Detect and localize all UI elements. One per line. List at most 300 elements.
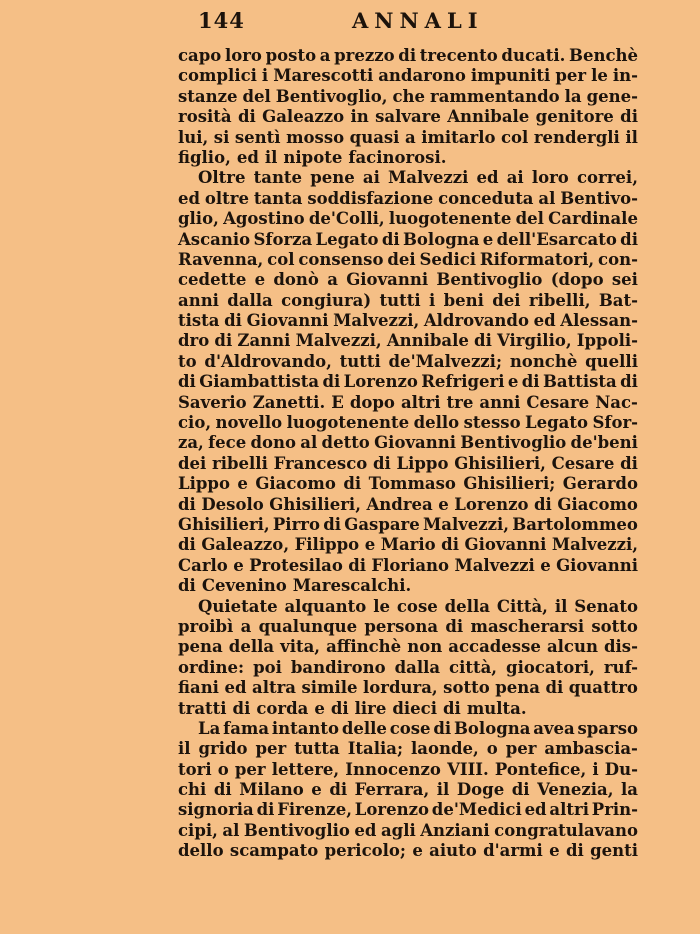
text-line bbox=[178, 719, 638, 739]
word: nonchè bbox=[509, 351, 578, 371]
word: Cevenino bbox=[201, 576, 287, 596]
word: ed bbox=[533, 311, 556, 331]
word: dei bbox=[492, 290, 521, 310]
word: beni bbox=[443, 290, 484, 310]
word: di bbox=[237, 107, 256, 127]
word: Malvezzi bbox=[454, 555, 535, 575]
word: dopo bbox=[349, 392, 395, 412]
word: aiuto bbox=[429, 841, 477, 861]
text-line bbox=[178, 780, 638, 800]
word: Bentivoglio bbox=[436, 270, 543, 290]
word: stesso bbox=[463, 413, 521, 433]
word: rendergli bbox=[533, 127, 620, 147]
word: Pontefice, bbox=[494, 759, 587, 779]
text-line bbox=[178, 617, 638, 637]
word: Giovanni bbox=[246, 311, 329, 331]
word: di bbox=[445, 616, 464, 636]
word: in- bbox=[612, 66, 638, 86]
word: lettere, bbox=[271, 759, 340, 779]
word: cose bbox=[389, 718, 431, 738]
word: luogotenente bbox=[286, 413, 410, 433]
word: al bbox=[300, 433, 318, 453]
word: Filippo bbox=[294, 535, 360, 555]
text-line bbox=[178, 495, 638, 515]
word: della bbox=[228, 637, 275, 657]
word: figlio, bbox=[178, 147, 231, 167]
word: Giambattista bbox=[199, 372, 320, 392]
word: loro bbox=[224, 46, 262, 65]
text-line bbox=[178, 474, 638, 494]
word: Legato bbox=[525, 413, 588, 433]
word: Giovanni bbox=[346, 270, 429, 290]
word: E bbox=[331, 392, 344, 412]
word: e bbox=[482, 229, 494, 249]
text-line bbox=[178, 189, 638, 209]
word: del bbox=[515, 209, 544, 229]
word: e bbox=[507, 372, 519, 392]
word: di bbox=[178, 494, 196, 514]
word: Ghisilieri; bbox=[463, 474, 556, 494]
word: i bbox=[261, 66, 269, 86]
word: e bbox=[540, 555, 551, 575]
text-line bbox=[178, 454, 638, 474]
word: Bologna bbox=[453, 718, 531, 738]
word: delle bbox=[341, 718, 387, 738]
word: Anziani bbox=[420, 820, 490, 840]
word: Bentivo- bbox=[560, 188, 638, 208]
word: altri bbox=[549, 800, 589, 820]
word: anni bbox=[479, 392, 521, 412]
word: andarono bbox=[378, 66, 466, 86]
word: Giacomo bbox=[557, 494, 638, 514]
word: col bbox=[267, 249, 295, 269]
word: quelli bbox=[585, 351, 638, 371]
word: to bbox=[178, 351, 197, 371]
word: Marescalchi. bbox=[292, 576, 412, 596]
word: alcun bbox=[546, 637, 598, 657]
word: Benchè bbox=[569, 46, 638, 65]
word: congiura) bbox=[281, 290, 372, 310]
word: rosità bbox=[178, 107, 232, 127]
word: Refrigeri bbox=[421, 372, 505, 392]
word: al bbox=[222, 820, 240, 840]
word: cio, bbox=[178, 413, 212, 433]
word: novello bbox=[215, 413, 283, 433]
word: cose bbox=[396, 596, 438, 616]
word: Quietate bbox=[198, 596, 278, 616]
word: correi, bbox=[576, 168, 638, 188]
word: agli bbox=[380, 820, 416, 840]
word: Prin- bbox=[591, 800, 638, 820]
word: di bbox=[343, 474, 362, 494]
word: di bbox=[565, 841, 584, 861]
text-line bbox=[178, 372, 638, 392]
word: ribelli, bbox=[528, 290, 591, 310]
word: di bbox=[178, 535, 196, 555]
word: e bbox=[549, 841, 560, 861]
text-line bbox=[178, 311, 638, 331]
word: dalla bbox=[227, 290, 273, 310]
word: e bbox=[364, 535, 376, 555]
word: Ghisilieri, bbox=[178, 514, 270, 534]
text-line bbox=[178, 250, 638, 270]
word: ed bbox=[236, 147, 259, 167]
word: tista bbox=[178, 311, 220, 331]
word: per bbox=[234, 759, 266, 779]
word: accadesse bbox=[448, 637, 541, 657]
word: la bbox=[564, 86, 582, 106]
word: capo bbox=[178, 46, 222, 65]
word: Ghisilieri, bbox=[454, 453, 546, 473]
word: nipote bbox=[283, 147, 343, 167]
text-line bbox=[178, 739, 638, 759]
word: Sedici bbox=[419, 249, 477, 269]
word: Du- bbox=[604, 759, 638, 779]
word: quasi bbox=[349, 127, 400, 147]
word: Virgilio, bbox=[497, 331, 572, 351]
word: gene- bbox=[586, 86, 638, 106]
word: Cesare bbox=[551, 453, 615, 473]
word: per bbox=[505, 739, 537, 759]
word: Saverio bbox=[178, 392, 247, 412]
word: Firenze, bbox=[277, 800, 352, 820]
word: prezzo bbox=[334, 46, 395, 65]
word: giocatori, bbox=[506, 657, 595, 677]
word: e bbox=[237, 474, 248, 494]
word: ed bbox=[178, 188, 201, 208]
word: di bbox=[232, 698, 251, 718]
word: imitarlo bbox=[421, 127, 496, 147]
word: sotto bbox=[591, 616, 638, 636]
word: Pirro bbox=[272, 514, 320, 534]
text-line bbox=[178, 637, 638, 657]
word: ai bbox=[506, 168, 524, 188]
word: a bbox=[319, 46, 331, 65]
word: quattro bbox=[568, 678, 638, 698]
word: di bbox=[441, 535, 459, 555]
word: qualunque bbox=[258, 616, 358, 636]
word: ambascia- bbox=[544, 739, 638, 759]
text-line bbox=[178, 556, 638, 576]
word: fece bbox=[208, 433, 247, 453]
word: bandirono bbox=[290, 657, 386, 677]
word: impuniti bbox=[470, 66, 551, 86]
word: lire bbox=[354, 698, 387, 718]
word: tre bbox=[446, 392, 474, 412]
word: fiani bbox=[178, 678, 219, 698]
word: di bbox=[178, 372, 196, 392]
word: ed bbox=[354, 820, 377, 840]
word: di bbox=[329, 780, 348, 800]
word: a bbox=[240, 616, 252, 636]
word: tratti bbox=[178, 698, 227, 718]
word: di bbox=[256, 800, 275, 820]
word: Zanetti. bbox=[252, 392, 326, 412]
word: Lippo bbox=[178, 474, 230, 494]
word: Lorenzo bbox=[343, 372, 418, 392]
word: alquanto bbox=[284, 596, 367, 616]
word: della bbox=[444, 596, 490, 616]
text-line bbox=[178, 291, 638, 311]
word: Annibale bbox=[386, 331, 469, 351]
word: Lippo bbox=[396, 453, 449, 473]
word: Protesilao bbox=[249, 555, 343, 575]
text-line bbox=[178, 841, 638, 861]
word: altra bbox=[252, 678, 296, 698]
word: città, bbox=[449, 657, 498, 677]
word: cedette bbox=[178, 270, 247, 290]
word: Francesco bbox=[273, 453, 368, 473]
text-line bbox=[178, 393, 638, 413]
word: Annibale bbox=[447, 107, 530, 127]
word: Bat- bbox=[598, 290, 638, 310]
word: il bbox=[625, 127, 638, 147]
word: Riformatori, bbox=[479, 249, 595, 269]
word: ducati. bbox=[501, 46, 566, 65]
word: di bbox=[534, 494, 552, 514]
word: simile bbox=[301, 678, 358, 698]
word: tutti bbox=[379, 290, 421, 310]
word: Floriano bbox=[371, 555, 450, 575]
word: Ferrara, bbox=[354, 780, 430, 800]
word: vita, bbox=[280, 637, 321, 657]
word: il bbox=[264, 147, 278, 167]
word: Alessan- bbox=[560, 311, 638, 331]
word: Nac- bbox=[595, 392, 638, 412]
word: al bbox=[538, 188, 556, 208]
word: pena bbox=[495, 678, 540, 698]
word: a bbox=[404, 127, 416, 147]
word: luogotenente bbox=[388, 209, 512, 229]
word: col bbox=[500, 127, 529, 147]
word: laonde, bbox=[411, 739, 479, 759]
word: i bbox=[592, 759, 599, 779]
word: Sfor- bbox=[592, 413, 638, 433]
word: dello bbox=[413, 413, 460, 433]
word: facinorosi. bbox=[348, 147, 447, 167]
word: tanta bbox=[253, 188, 303, 208]
word: Lorenzo bbox=[454, 494, 529, 514]
word: di bbox=[443, 698, 461, 718]
word: conceduta bbox=[438, 188, 534, 208]
text-line bbox=[178, 107, 638, 127]
word: Italia; bbox=[347, 739, 404, 759]
word: affinchè bbox=[326, 637, 402, 657]
word: dro bbox=[178, 331, 210, 351]
word: Ippoli- bbox=[576, 331, 638, 351]
word: o bbox=[486, 739, 498, 759]
word: dieci bbox=[392, 698, 437, 718]
word: i bbox=[428, 290, 436, 310]
word: sei bbox=[611, 270, 638, 290]
word: di bbox=[323, 514, 342, 534]
word: in bbox=[350, 107, 369, 127]
text-line bbox=[178, 331, 638, 351]
word: Oltre bbox=[198, 168, 246, 188]
word: proibì bbox=[178, 616, 234, 636]
word: e bbox=[254, 270, 266, 290]
word: di bbox=[224, 311, 242, 331]
word: ed bbox=[476, 168, 499, 188]
text-line bbox=[178, 352, 638, 372]
word: Lorenzo bbox=[354, 800, 429, 820]
word: di bbox=[178, 576, 196, 596]
text-line bbox=[178, 270, 638, 290]
word: sotto bbox=[443, 678, 490, 698]
word: (dopo bbox=[550, 270, 604, 290]
text-line bbox=[178, 230, 638, 250]
text-line bbox=[178, 576, 638, 596]
word: Cesare bbox=[526, 392, 590, 412]
word: Giovanni bbox=[556, 555, 638, 575]
word: di bbox=[474, 331, 492, 351]
word: le bbox=[373, 596, 390, 616]
word: loro bbox=[531, 168, 569, 188]
word: Ascanio bbox=[178, 229, 251, 249]
word: di bbox=[213, 780, 232, 800]
word: de'Malvezzi; bbox=[388, 351, 503, 371]
word: e bbox=[412, 841, 423, 861]
text-line bbox=[178, 699, 638, 719]
word: il bbox=[554, 596, 568, 616]
word: avea bbox=[533, 718, 575, 738]
text-line bbox=[178, 760, 638, 780]
word: Agostino bbox=[223, 209, 305, 229]
word: pena bbox=[178, 637, 223, 657]
word: intanto bbox=[271, 718, 340, 738]
word: Gaspare bbox=[344, 514, 420, 534]
word: dei bbox=[178, 453, 207, 473]
word: grido bbox=[198, 739, 248, 759]
word: mosso bbox=[286, 127, 345, 147]
word: di bbox=[322, 372, 341, 392]
word: dell'Esarcato bbox=[496, 229, 617, 249]
word: Desolo bbox=[201, 494, 264, 514]
word: de'Colli, bbox=[308, 209, 385, 229]
word: d'armi bbox=[483, 841, 543, 861]
word: Malvezzi, bbox=[551, 535, 638, 555]
word: Malvezzi bbox=[388, 168, 469, 188]
word: chi bbox=[178, 780, 207, 800]
word: di bbox=[330, 698, 349, 718]
word: persona bbox=[364, 616, 439, 636]
word: Sforza bbox=[253, 229, 313, 249]
word: il bbox=[436, 780, 450, 800]
text-line bbox=[178, 597, 638, 617]
word: stanze bbox=[178, 86, 238, 106]
text-line bbox=[178, 46, 638, 66]
text-line bbox=[178, 87, 638, 107]
word: di bbox=[620, 229, 638, 249]
word: congratulavano bbox=[494, 820, 638, 840]
word: tori bbox=[178, 759, 212, 779]
text-line bbox=[178, 535, 638, 555]
text-line bbox=[178, 821, 638, 841]
word: Galeazzo bbox=[262, 107, 345, 127]
word: tante bbox=[253, 168, 303, 188]
word: anni bbox=[178, 290, 219, 310]
word: lordura, bbox=[363, 678, 438, 698]
word: Malvezzi, bbox=[422, 514, 510, 534]
word: dello bbox=[178, 841, 224, 861]
word: ed bbox=[524, 800, 547, 820]
word: a bbox=[327, 270, 338, 290]
text-line bbox=[178, 66, 638, 86]
word: ruf- bbox=[603, 657, 638, 677]
text-line bbox=[178, 515, 638, 535]
text-line bbox=[178, 658, 638, 678]
word: e bbox=[438, 494, 449, 514]
word: o bbox=[217, 759, 229, 779]
word: sentì bbox=[234, 127, 281, 147]
word: scampato bbox=[229, 841, 319, 861]
word: pericolo; bbox=[324, 841, 406, 861]
word: glio, bbox=[178, 209, 219, 229]
word: Carlo bbox=[178, 555, 228, 575]
word: de'beni bbox=[570, 433, 638, 453]
word: fama bbox=[223, 718, 270, 738]
word: Battista bbox=[542, 372, 617, 392]
page-number: 144 bbox=[198, 8, 245, 33]
word: posto bbox=[265, 46, 317, 65]
word: cipi, bbox=[178, 820, 218, 840]
text-line bbox=[178, 800, 638, 820]
word: VIII. bbox=[447, 759, 489, 779]
word: Bentivoglio bbox=[243, 820, 350, 840]
word: d'Aldrovando, bbox=[204, 351, 332, 371]
word: ribelli bbox=[212, 453, 268, 473]
word: za, bbox=[178, 433, 204, 453]
word: poi bbox=[253, 657, 282, 677]
word: Bentivoglio bbox=[460, 433, 567, 453]
word: di bbox=[511, 780, 530, 800]
word: di bbox=[521, 372, 540, 392]
word: detto bbox=[321, 433, 370, 453]
word: Legato bbox=[315, 229, 379, 249]
word: La bbox=[198, 718, 221, 738]
word: dis- bbox=[604, 637, 638, 657]
word: pene bbox=[310, 168, 355, 188]
word: e bbox=[314, 698, 325, 718]
word: mascherarsi bbox=[470, 616, 585, 636]
word: Bentivoglio, bbox=[275, 86, 388, 106]
word: Giovanni bbox=[374, 433, 456, 453]
word: dalla bbox=[394, 657, 441, 677]
word: altri bbox=[400, 392, 441, 412]
word: dono bbox=[250, 433, 297, 453]
word: Bartolommeo bbox=[512, 514, 638, 534]
word: ordine: bbox=[178, 657, 245, 677]
word: Andrea bbox=[366, 494, 433, 514]
text-line bbox=[178, 168, 638, 188]
word: Malvezzi, bbox=[295, 331, 382, 351]
word: di bbox=[348, 555, 367, 575]
word: tutta bbox=[294, 739, 340, 759]
word: ed bbox=[224, 678, 247, 698]
word: di bbox=[620, 453, 638, 473]
word: rammentando bbox=[430, 86, 560, 106]
word: per bbox=[255, 739, 287, 759]
page-header bbox=[198, 8, 498, 36]
word: tutti bbox=[339, 351, 381, 371]
word: Ghisilieri, bbox=[269, 494, 361, 514]
word: Milano bbox=[239, 780, 304, 800]
word: Senato bbox=[574, 596, 638, 616]
word: Marescotti bbox=[273, 66, 374, 86]
word: salvare bbox=[375, 107, 441, 127]
word: Doge bbox=[456, 780, 505, 800]
word: soddisfazione bbox=[307, 188, 434, 208]
